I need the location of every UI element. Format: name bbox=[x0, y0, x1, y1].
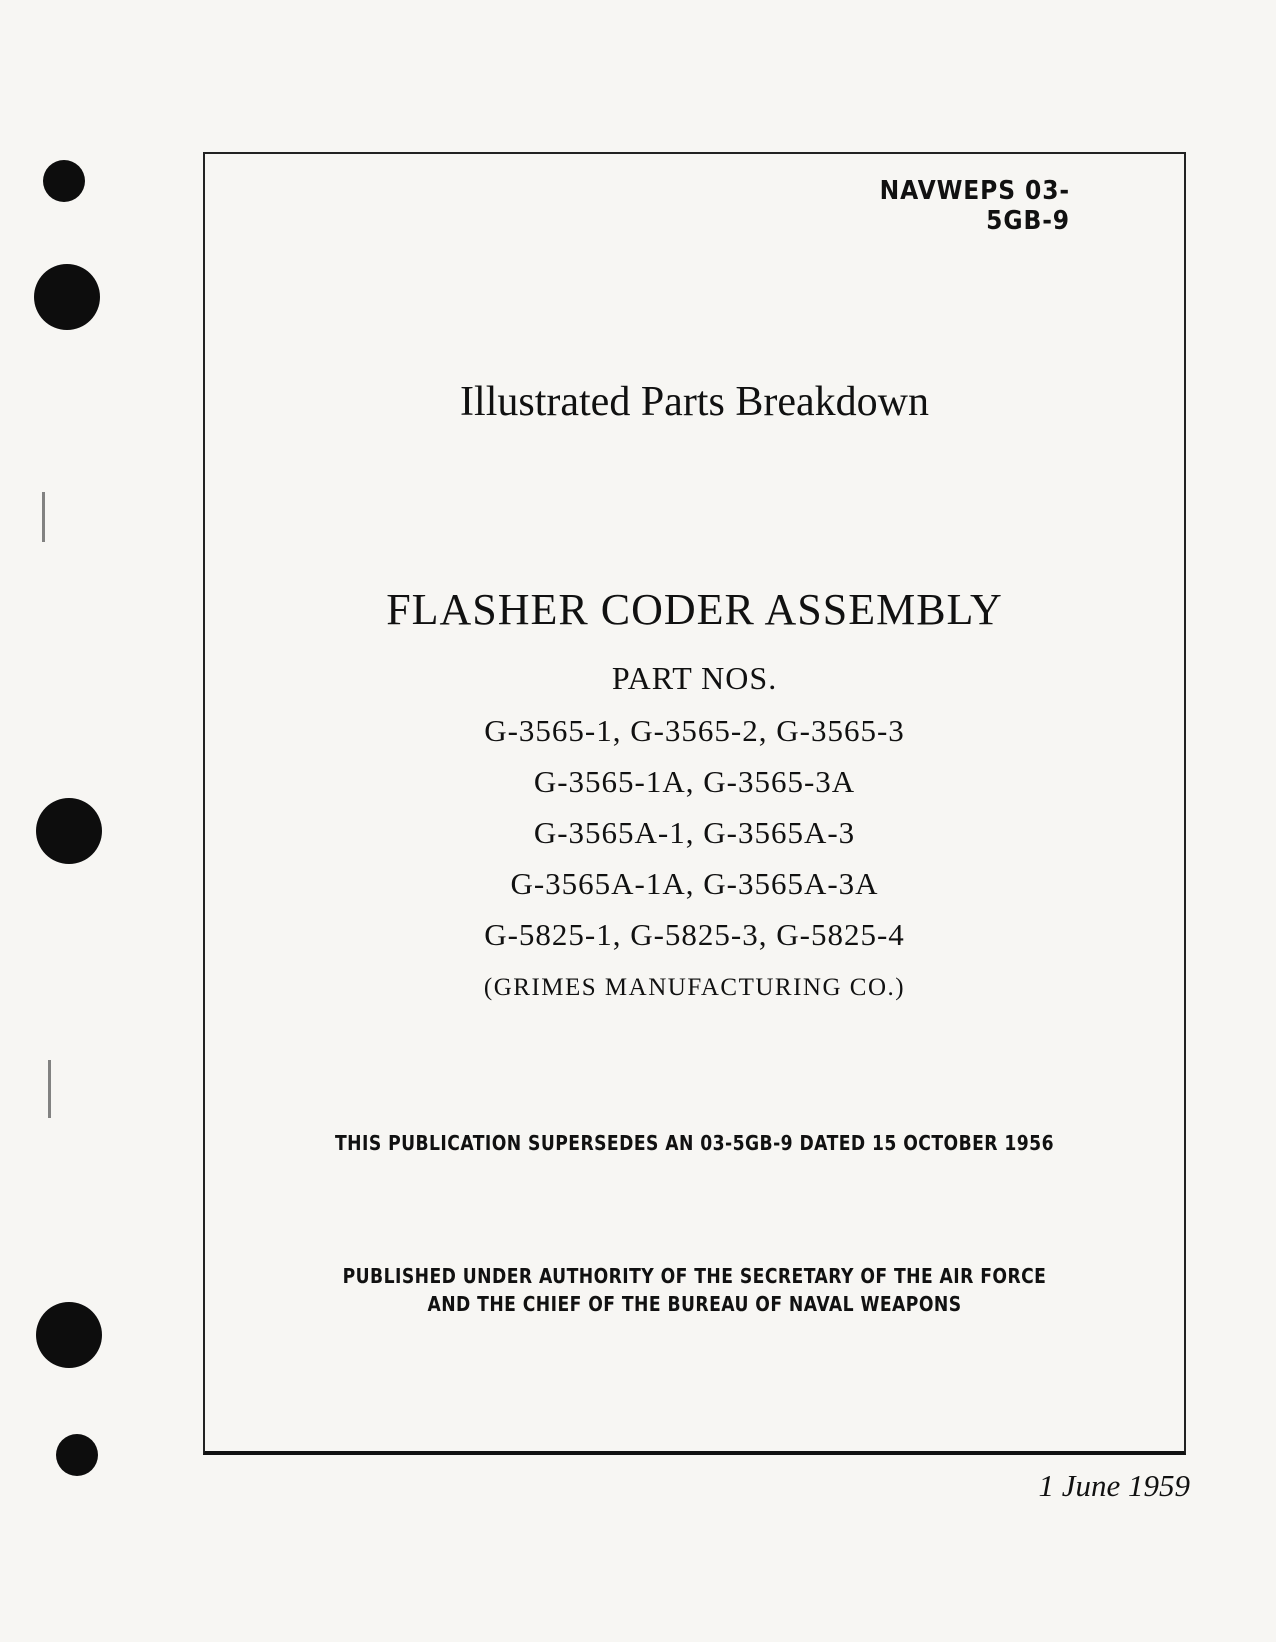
binder-hole-5 bbox=[56, 1434, 98, 1476]
binder-hole-2 bbox=[34, 264, 100, 330]
publication-number: NAVWEPS 03-5GB-9 bbox=[879, 176, 1070, 236]
supersedes-notice: THIS PUBLICATION SUPERSEDES AN 03-5GB-9 DATED 15 OCTOBER 1956 bbox=[335, 1131, 1054, 1155]
authority-line: PUBLISHED UNDER AUTHORITY OF THE SECRETARY OF THE AIR FORCE bbox=[342, 1264, 1047, 1288]
manufacturer-name: (GRIMES MANUFACTURING CO.) bbox=[483, 974, 906, 1001]
binder-hole-3 bbox=[36, 798, 102, 864]
part-number-line: G-5825-1, G-5825-3, G-5825-4 bbox=[484, 917, 905, 952]
document-type: Illustrated Parts Breakdown bbox=[460, 379, 929, 425]
part-number-line: G-3565A-1, G-3565A-3 bbox=[533, 815, 856, 850]
binding-mark-2 bbox=[48, 1060, 51, 1118]
part-numbers-label: PART NOS. bbox=[611, 660, 778, 696]
authority-line: AND THE CHIEF OF THE BUREAU OF NAVAL WEAPONS bbox=[427, 1292, 962, 1316]
part-number-line: G-3565A-1A, G-3565A-3A bbox=[510, 866, 879, 901]
publication-date: 1 June 1959 bbox=[1038, 1468, 1190, 1503]
part-number-line: G-3565-1, G-3565-2, G-3565-3 bbox=[484, 713, 905, 748]
binder-hole-1 bbox=[43, 160, 85, 202]
binding-mark-1 bbox=[42, 492, 45, 542]
page-frame bbox=[203, 152, 1186, 1455]
part-number-line: G-3565-1A, G-3565-3A bbox=[533, 764, 856, 799]
binder-hole-4 bbox=[36, 1302, 102, 1368]
document-title: FLASHER CODER ASSEMBLY bbox=[386, 585, 1003, 634]
